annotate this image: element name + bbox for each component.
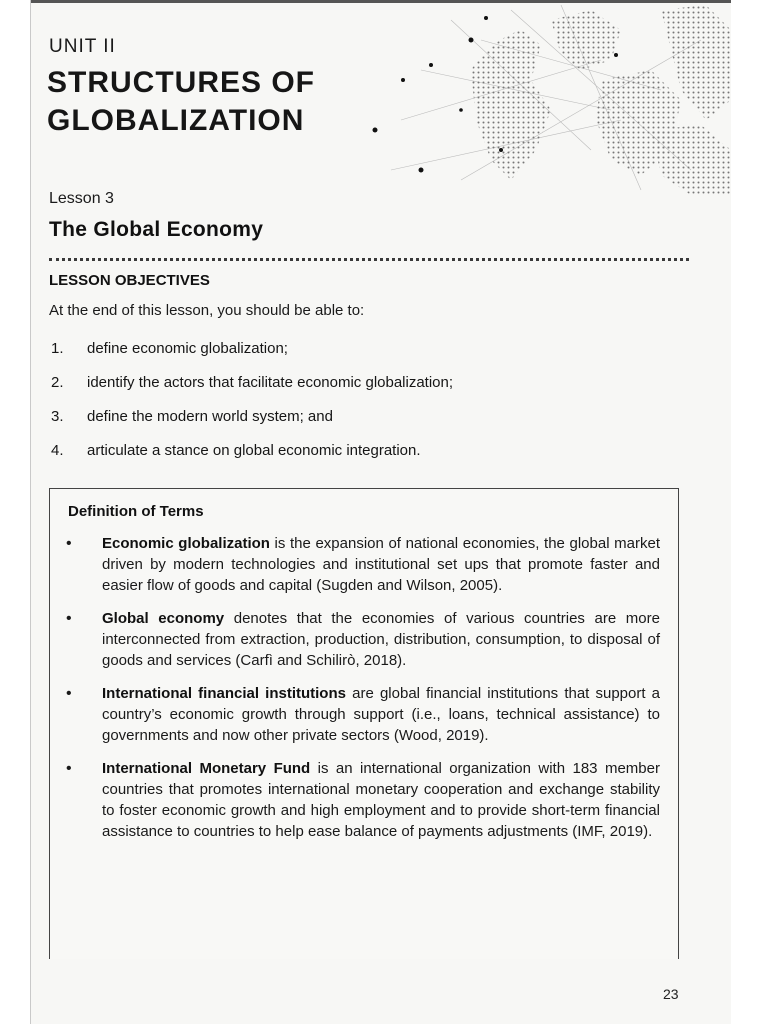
objective-number: 1. — [51, 340, 64, 357]
definition-term: Global economy — [102, 610, 225, 627]
bullet-icon: • — [66, 535, 72, 552]
definition-item — [50, 683, 678, 746]
unit-title — [47, 64, 315, 140]
bullet-icon: • — [66, 685, 72, 702]
objective-number: 3. — [51, 408, 64, 425]
objective-text: identify the actors that facilitate economic globalization; — [87, 374, 454, 391]
objective-number: 2. — [51, 374, 64, 391]
page-number: 23 — [663, 986, 679, 1002]
objective-item — [49, 434, 629, 468]
definition-item — [50, 758, 678, 842]
bullet-icon: • — [66, 760, 72, 777]
definition-of-terms-box — [49, 488, 679, 959]
definition-term: International Monetary Fund — [102, 760, 311, 777]
definition-term: International financial institutions — [102, 685, 346, 702]
unit-label: UNIT II — [49, 36, 116, 57]
definition-text: is the expansion of national economies, the global market driven by modern technologies and institutional set ups that promote faster and easier flow of goods and capital (Sugden and Wilson, 2005). — [102, 535, 660, 594]
lesson-title: The Global Economy — [49, 218, 264, 241]
unit-title-line-1: STRUCTURES OF — [47, 66, 315, 99]
objectives-intro: At the end of this lesson, you should be able to: — [49, 302, 365, 319]
objectives-list — [49, 332, 629, 468]
unit-title-line-2: GLOBALIZATION — [47, 104, 305, 137]
definition-text: denotes that the economies of various countries are more interconnected from extraction, production, distribution, consumption, to disposal of goods and services (Carfì and Schilirò, 2018). — [102, 610, 660, 669]
definition-text: are global financial institutions that support a country’s economic growth through support (i.e., loans, technical assistance) to governments and now other private sectors (Wood, 2019). — [102, 685, 661, 744]
definition-term: Economic globalization — [102, 535, 270, 552]
definitions-list — [50, 533, 678, 854]
lesson-label: Lesson 3 — [49, 190, 114, 207]
objective-text: articulate a stance on global economic integration. — [87, 442, 421, 459]
dotted-globe-illustration — [361, 0, 731, 200]
textbook-page — [30, 0, 731, 1024]
definition-item — [50, 533, 678, 596]
bullet-icon: • — [66, 610, 72, 627]
objectives-heading: LESSON OBJECTIVES — [49, 272, 210, 289]
definition-item — [50, 608, 678, 671]
objective-item — [49, 400, 629, 434]
objective-item — [49, 332, 629, 366]
objective-item — [49, 366, 629, 400]
objective-number: 4. — [51, 442, 64, 459]
dotted-divider — [49, 258, 689, 261]
definition-text: is an international organization with 183 member countries that promotes international monetary cooperation and exchange stability to foster economic growth and high employment and to provide short-term financial assistance to countries to help ease balance of payments adjustments (IMF, 2019). — [102, 760, 660, 840]
objective-text: define economic globalization; — [87, 340, 288, 357]
definitions-heading: Definition of Terms — [68, 503, 204, 520]
objective-text: define the modern world system; and — [87, 408, 333, 425]
